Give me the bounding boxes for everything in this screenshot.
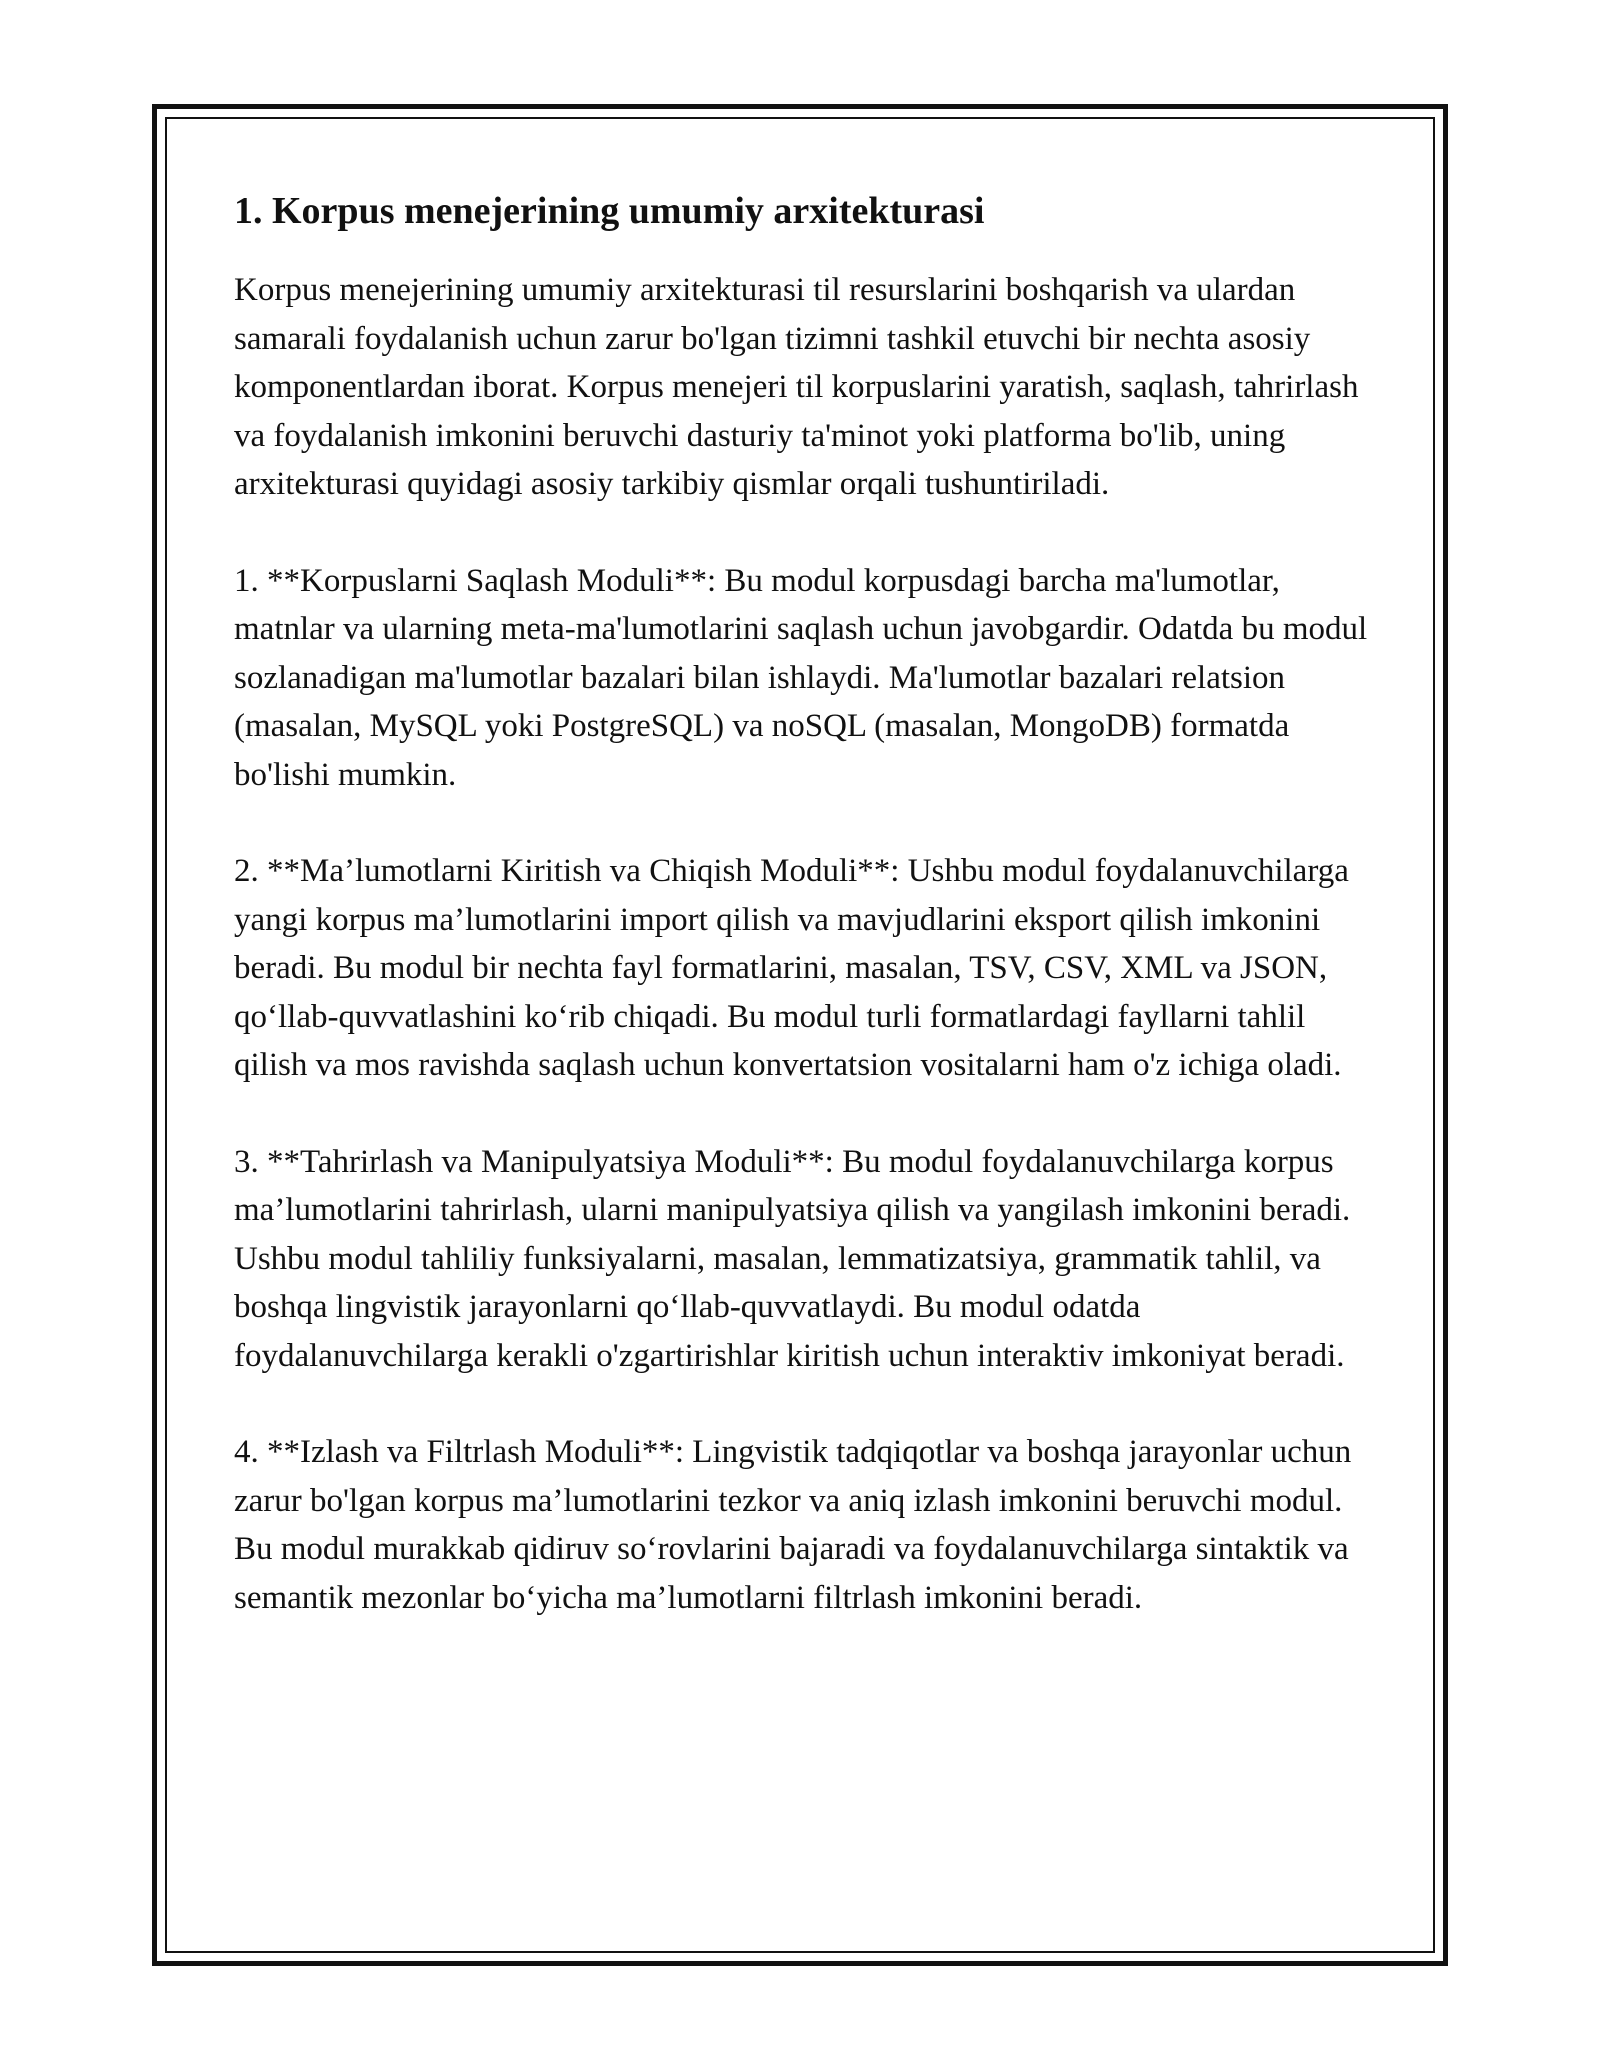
intro-paragraph: Korpus menejerining umumiy arxitekturasi til resurslarini boshqarish va ulardan samarali foydalanish uchun zarur bo'lgan tizimni tashkil etuvchi bir nechta asosiy komponentlardan iborat. Korpus menejeri til korpuslarini yaratish, saqlash, tahrirlash va foydalanish imkonini beruvchi dasturiy ta'minot yoki platforma bo'lib, uning arxitekturasi quyidagi asosiy tarkibiy qismlar orqali tushuntiriladi. — [234, 272, 1359, 502]
module-io-paragraph: 2. **Ma’lumotlarni Kiritish va Chiqish Moduli**: Ushbu modul foydalanuvchilarga yangi korpus ma’lumotlarini import qilish va mavjudlarini eksport qilish imkonini beradi. Bu modul bir nechta fayl formatlarini, masalan, TSV, CSV, XML va JSON, qo‘llab-quvvatlashini ko‘rib chiqadi. Bu modul turli formatlardagi fayllarni tahlil qilish va mos ravishda saqlash uchun konvertatsion vositalarni ham o'z ichiga oladi. — [234, 853, 1349, 1083]
module-storage-paragraph: 1. **Korpuslarni Saqlash Moduli**: Bu modul korpusdagi barcha ma'lumotlar, matnlar va ularning meta-ma'lumotlarini saqlash uchun javobgardir. Odatda bu modul sozlanadigan ma'lumotlar bazalari bilan ishlaydi. Ma'lumotlar bazalari relatsion (masalan, MySQL yoki PostgreSQL) va noSQL (masalan, MongoDB) formatda bo'lishi mumkin. — [234, 562, 1368, 793]
module-editing-paragraph: 3. **Tahrirlash va Manipulyatsiya Moduli**: Bu modul foydalanuvchilarga korpus ma’lumotlarini tahrirlash, ularni manipulyatsiya qilish va yangilash imkonini beradi. Ushbu modul tahliliy funksiyalarni, masalan, lemmatizatsiya, grammatik tahlil, va boshqa lingvistik jarayonlarni qo‘llab-quvvatlaydi. Bu modul odatda foydalanuvchilarga kerakli o'zgartirishlar kiritish uchun interaktiv imkoniyat beradi. — [234, 1143, 1351, 1374]
section-heading: 1. Korpus menejerining umumiy arxitekturasi — [234, 190, 985, 232]
module-search-paragraph: 4. **Izlash va Filtrlash Moduli**: Lingvistik tadqiqotlar va boshqa jarayonlar uchun zarur bo'lgan korpus ma’lumotlarini tezkor va aniq izlash imkonini beruvchi modul. Bu modul murakkab qidiruv so‘rovlarini bajaradi va foydalanuvchilarga sintaktik va semantik mezonlar bo‘yicha ma’lumotlarni filtrlash imkonini beradi. — [234, 1434, 1352, 1616]
document-body — [234, 186, 1384, 1670]
